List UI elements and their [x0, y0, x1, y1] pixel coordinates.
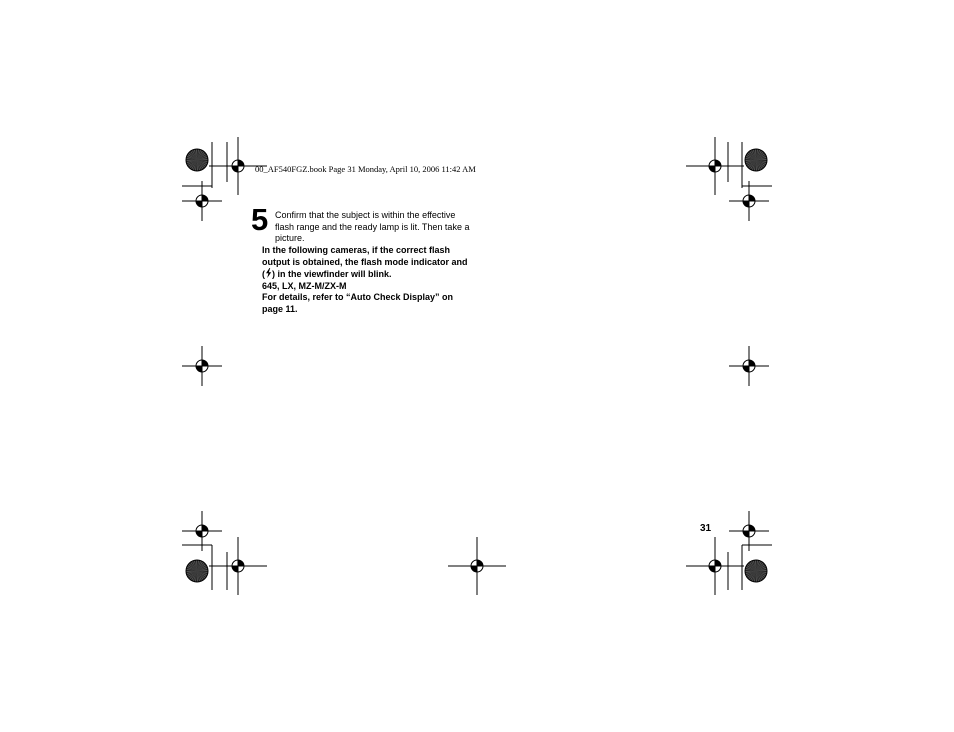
- crosshair-register-mark-icon: [182, 346, 222, 386]
- crosshair-register-mark-icon: [182, 181, 222, 221]
- step-instruction: [275, 210, 475, 245]
- step-number: 5: [251, 202, 269, 237]
- book-info-header: 00_AF540FGZ.book Page 31 Monday, April 10, 2006 11:42 AM: [255, 164, 476, 174]
- camera-note: [262, 245, 477, 315]
- step-line: flash range and the ready lamp is lit. Then take a: [275, 221, 470, 232]
- crosshair-register-mark-icon: [729, 181, 769, 221]
- crosshair-register-mark-icon: [686, 137, 744, 195]
- crosshair-register-mark-icon: [729, 346, 769, 386]
- step-line: Confirm that the subject is within the effective: [275, 210, 456, 220]
- crosshair-register-mark-icon: [686, 537, 744, 595]
- radial-target-icon: [745, 149, 767, 171]
- note-line: output is obtained, the flash mode indicator and: [262, 256, 468, 267]
- flash-bolt-icon: [265, 268, 272, 278]
- note-line-with-icon: [262, 268, 477, 281]
- paren-open: (: [262, 269, 265, 279]
- crosshair-register-mark-icon: [209, 537, 267, 595]
- crosshair-register-mark-icon: [448, 537, 506, 595]
- radial-target-icon: [186, 149, 208, 171]
- note-line: page 11.: [262, 303, 298, 314]
- page-number: 31: [700, 523, 712, 534]
- note-line-rest: ) in the viewfinder will blink.: [272, 269, 392, 279]
- step-line: picture.: [275, 233, 305, 243]
- note-line: For details, refer to “Auto Check Display” on: [262, 292, 454, 302]
- radial-target-icon: [186, 560, 208, 582]
- radial-target-icon: [745, 560, 767, 582]
- camera-models: 645, LX, MZ-M/ZX-M: [262, 280, 347, 291]
- note-line: In the following cameras, if the correct flash: [262, 245, 451, 255]
